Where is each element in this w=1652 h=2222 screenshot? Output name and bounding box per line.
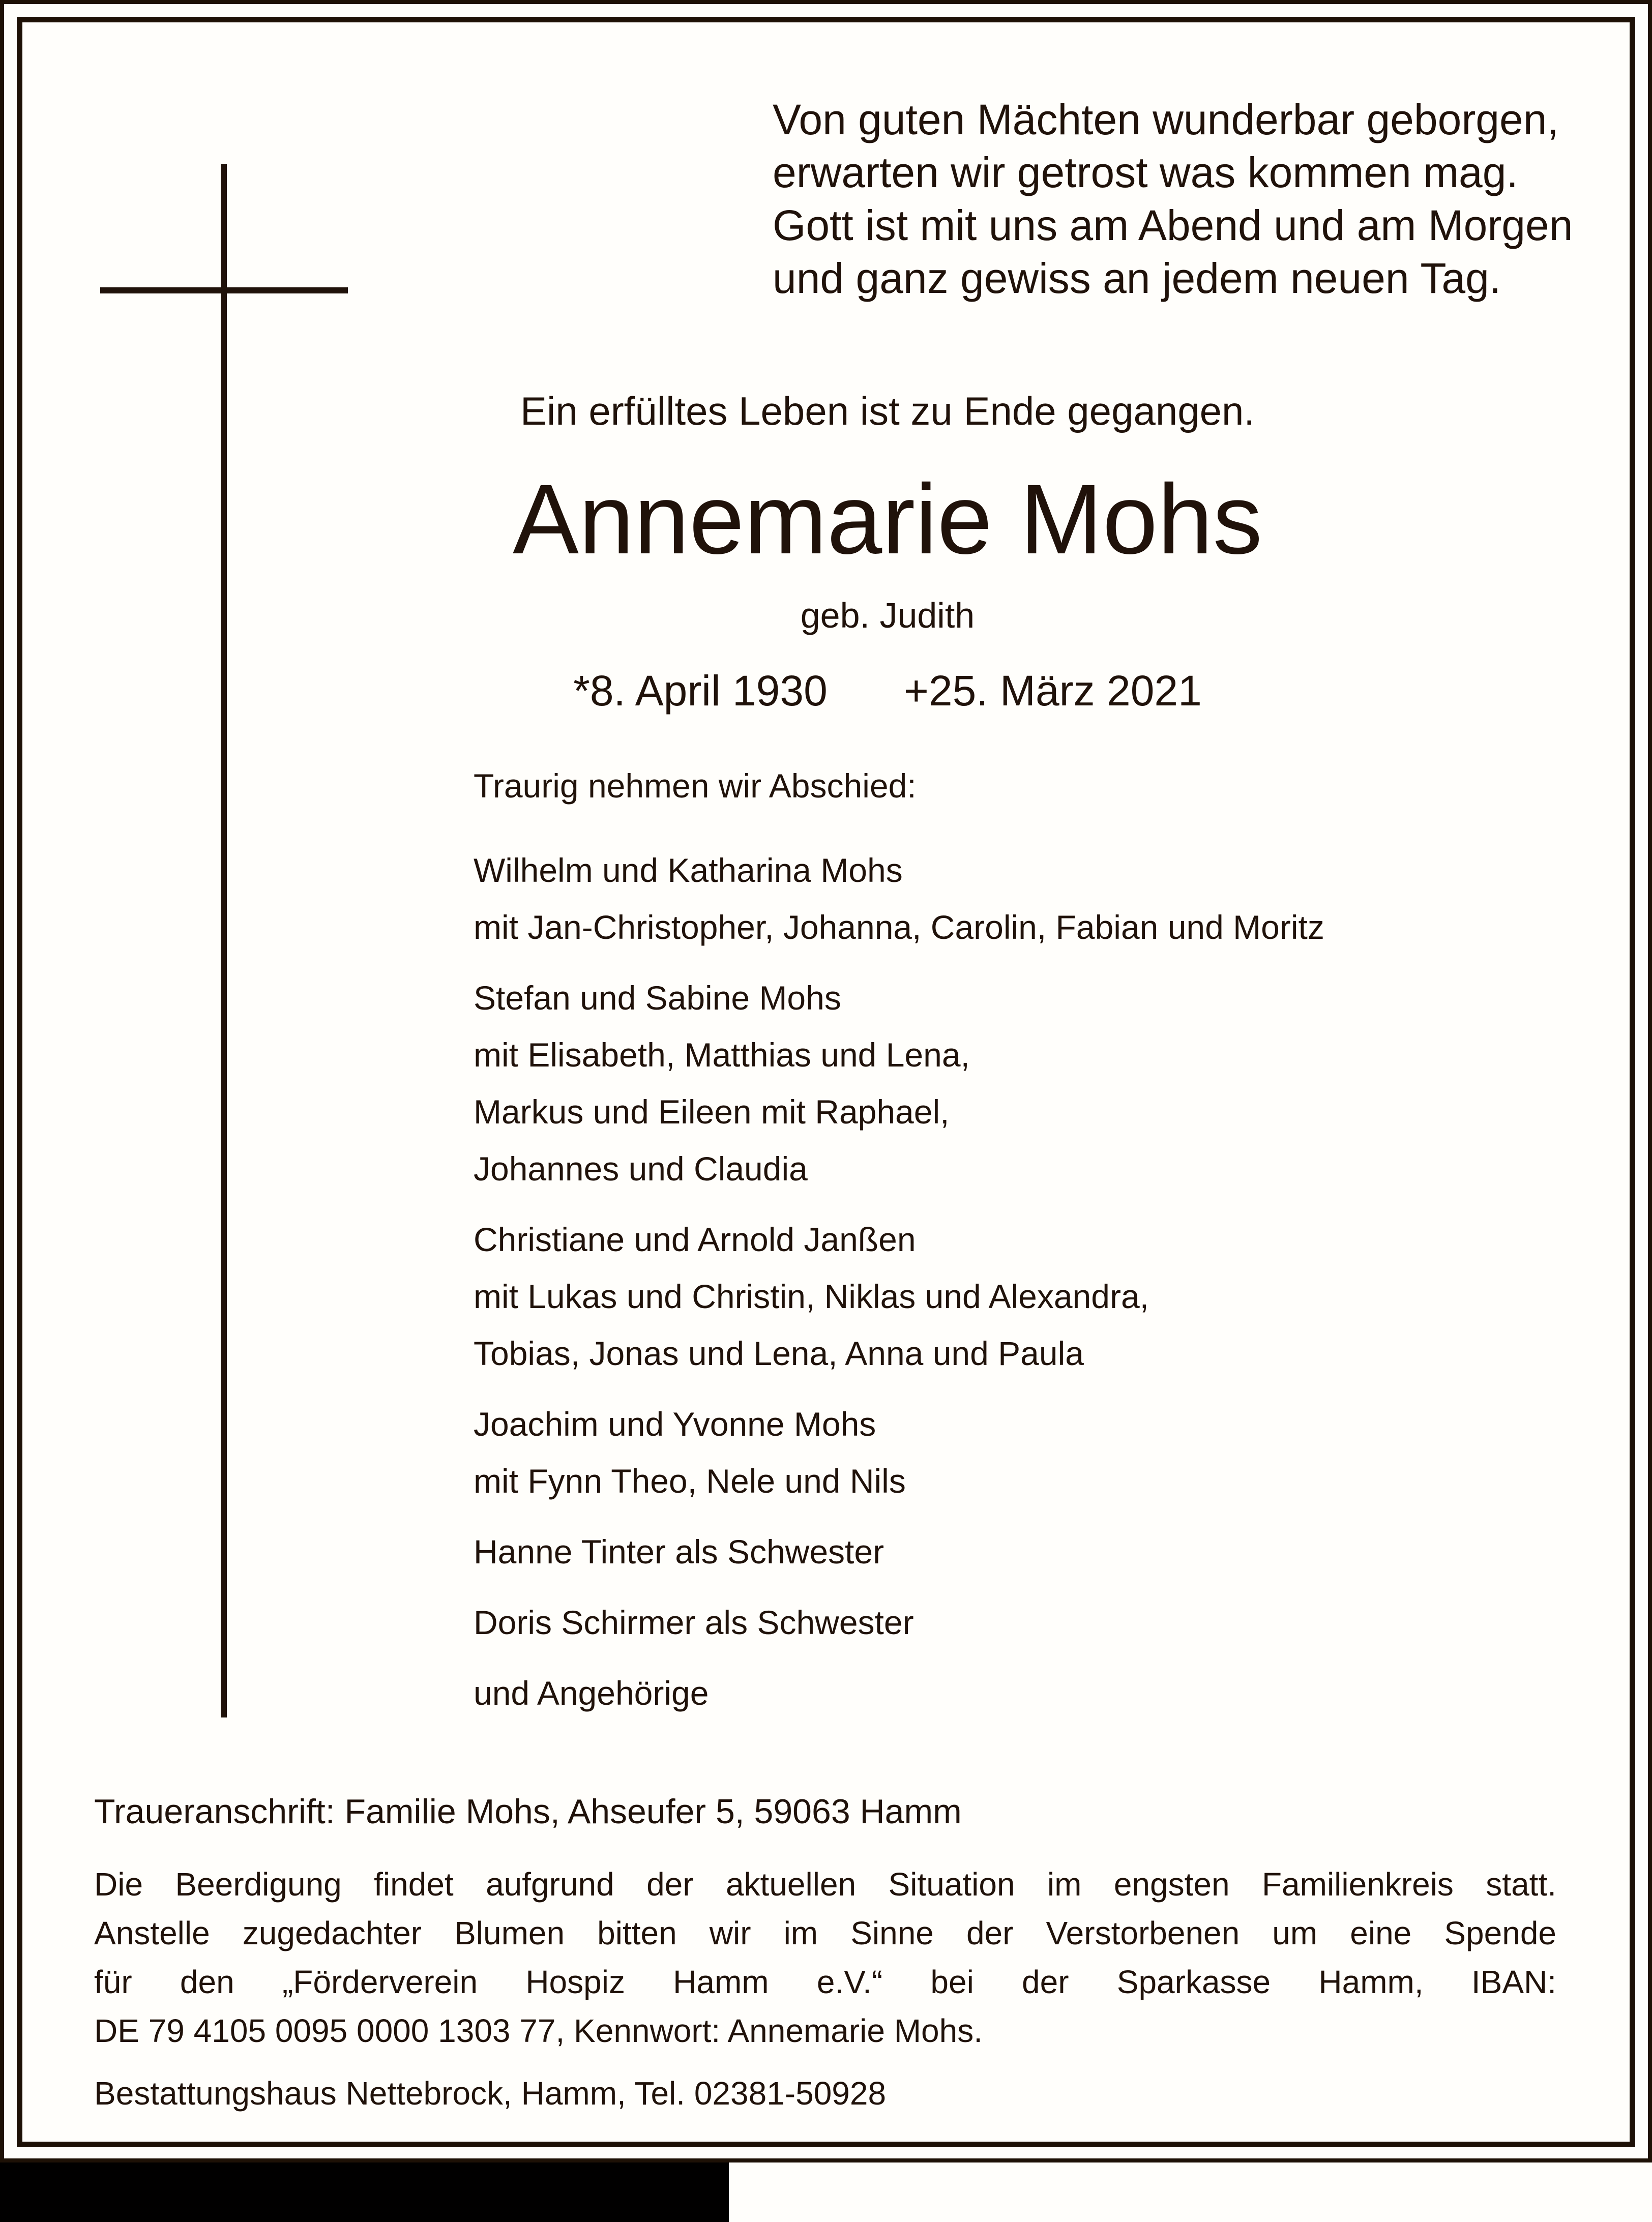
note-line: DE 79 4105 0095 0000 1303 77, Kennwort: Annemarie Mohs. — [94, 2012, 983, 2049]
mourner-line: und Angehörige — [474, 1674, 709, 1712]
verse-line: Gott ist mit uns am Abend und am Morgen — [773, 201, 1573, 249]
mourner-group — [474, 1523, 1324, 1580]
cross-vertical-bar — [221, 164, 227, 1717]
note-line: Die Beerdigung findet aufgrund der aktuellen Situation im engsten Familienkreis statt. — [94, 1866, 1556, 1903]
mourner-group — [474, 1211, 1324, 1382]
deceased-block — [478, 389, 1297, 715]
death-date: +25. März 2021 — [903, 667, 1202, 715]
mourners-section — [474, 757, 1324, 1722]
mourner-group — [474, 1594, 1324, 1651]
verse-line: und ganz gewiss an jedem neuen Tag. — [773, 254, 1501, 302]
mourner-line: mit Fynn Theo, Nele und Nils — [474, 1462, 906, 1500]
funeral-home-line: Bestattungshaus Nettebrock, Hamm, Tel. 02381-50928 — [94, 2075, 887, 2112]
mourner-line: Doris Schirmer als Schwester — [474, 1604, 914, 1641]
mourner-line: Stefan und Sabine Mohs — [474, 979, 841, 1017]
birth-date: *8. April 1930 — [573, 667, 828, 715]
verse-line: Von guten Mächten wunderbar geborgen, — [773, 96, 1559, 143]
adjacent-print-fragment — [0, 2162, 729, 2222]
mourners-list — [474, 842, 1324, 1722]
note-line: für den „Förderverein Hospiz Hamm e.V.“ bei der Sparkasse Hamm, IBAN: — [94, 1964, 1556, 2000]
mourner-line: mit Lukas und Christin, Niklas und Alexandra, — [474, 1278, 1149, 1315]
note-line: Anstelle zugedachter Blumen bitten wir im Sinne der Verstorbenen um eine Spende — [94, 1915, 1556, 1951]
mourner-group — [474, 1396, 1324, 1509]
condolence-address: Traueranschrift: Familie Mohs, Ahseufer 5, 59063 Hamm — [94, 1792, 962, 1831]
mourner-group — [474, 1665, 1324, 1722]
verse-line: erwarten wir getrost was kommen mag. — [773, 149, 1518, 196]
cross-horizontal-bar — [100, 287, 348, 293]
mourner-group — [474, 969, 1324, 1197]
mourner-line: Markus und Eileen mit Raphael, — [474, 1093, 950, 1131]
life-dates — [478, 667, 1297, 715]
mourner-line: Hanne Tinter als Schwester — [474, 1533, 884, 1571]
mourner-line: Tobias, Jonas und Lena, Anna und Paula — [474, 1335, 1084, 1372]
memorial-verse — [773, 93, 1573, 305]
mourner-line: mit Jan-Christopher, Johanna, Carolin, Fabian und Moritz — [474, 908, 1324, 946]
farewell-intro: Traurig nehmen wir Abschied: — [474, 767, 917, 805]
maiden-name: geb. Judith — [800, 596, 975, 635]
funeral-note — [94, 1860, 1556, 2055]
mourner-line: Joachim und Yvonne Mohs — [474, 1405, 876, 1443]
mourner-line: Christiane und Arnold Janßen — [474, 1221, 916, 1258]
mourner-group — [474, 842, 1324, 956]
mourner-line: mit Elisabeth, Matthias und Lena, — [474, 1036, 970, 1074]
mourner-line: Johannes und Claudia — [474, 1150, 808, 1188]
opening-line: Ein erfülltes Leben ist zu Ende gegangen. — [520, 389, 1255, 433]
deceased-name: Annemarie Mohs — [512, 464, 1263, 575]
mourner-line: Wilhelm und Katharina Mohs — [474, 851, 903, 889]
